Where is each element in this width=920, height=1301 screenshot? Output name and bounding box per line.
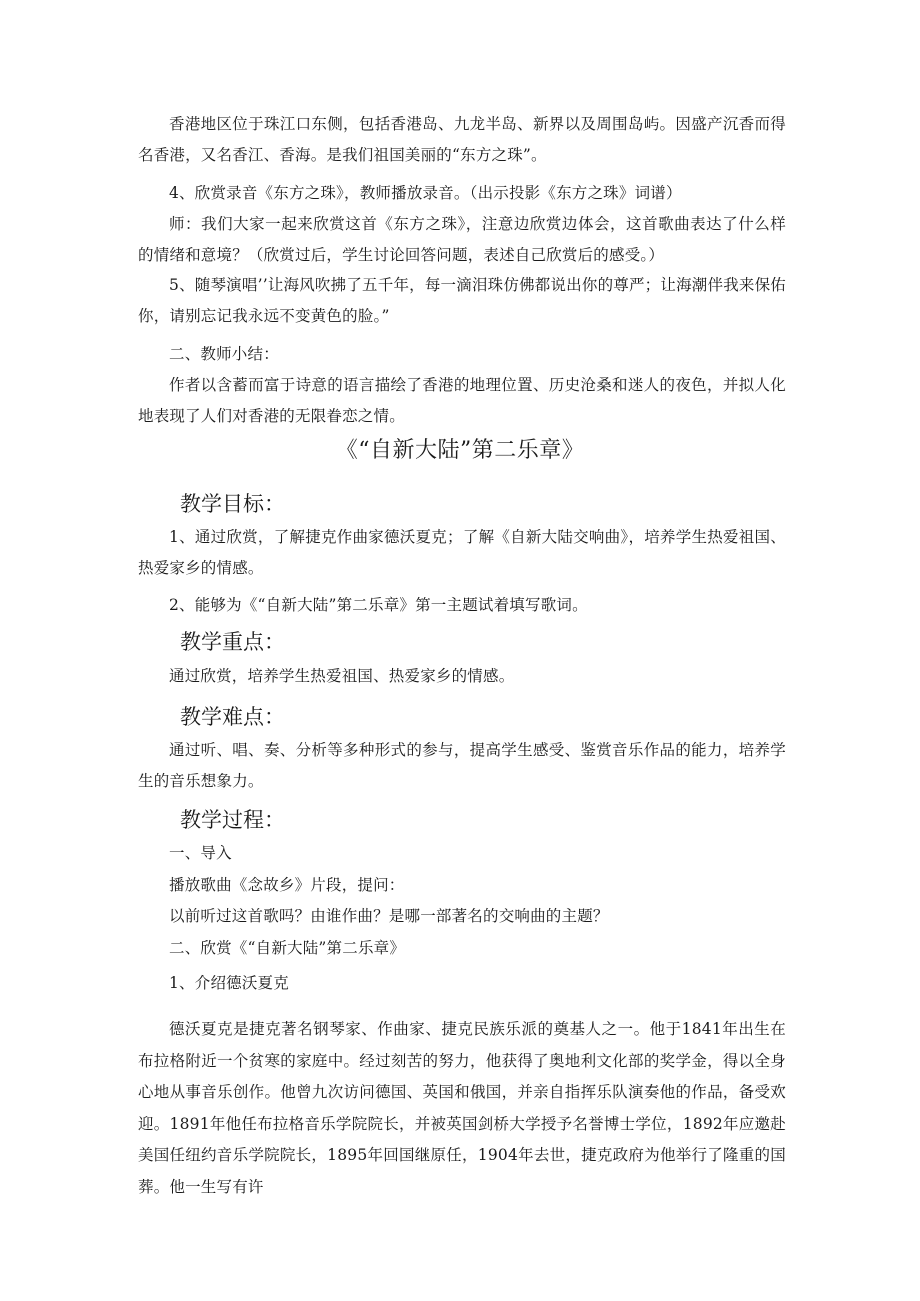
play-song-line: 播放歌曲《念故乡》片段，提问： — [169, 876, 405, 894]
focus-heading: 教学重点： — [180, 630, 285, 654]
step-appreciate-line: 二、欣赏《“自新大陆”第二乐章》 — [169, 939, 406, 957]
difficulty-heading: 教学难点： — [180, 705, 285, 729]
teacher-prompt-paragraph: 师：我们大家一起来欣赏这首《东方之珠》，注意边欣赏边体会，这首歌曲表达了什么样的情绪和意境？（欣赏过后，学生讨论回答问题，表述自己欣赏后的感受。） — [138, 215, 786, 264]
step5-paragraph: 5、随琴演唱’’让海风吹拂了五千年，每一滴泪珠仿佛都说出你的尊严；让海潮伴我来保佑你，请别忘记我永远不变黄色的脸。” — [138, 276, 786, 325]
question-line: 以前听过这首歌吗？由谁作曲？是哪一部著名的交响曲的主题？ — [169, 907, 609, 925]
summary-heading: 二、教师小结： — [169, 345, 279, 363]
summary-paragraph: 作者以含蓄而富于诗意的语言描绘了香港的地理位置、历史沧桑和迷人的夜色，并拟人化地表现了人们对香港的无限眷恋之情。 — [138, 376, 786, 425]
goal-2-line: 2、能够为《“自新大陆”第二乐章》第一主题试着填写歌词。 — [169, 596, 588, 614]
focus-line: 通过欣赏，培养学生热爱祖国、热爱家乡的情感。 — [169, 667, 515, 685]
goal-1-paragraph: 1、通过欣赏，了解捷克作曲家德沃夏克；了解《自新大陆交响曲》，培养学生热爱祖国、热爱家乡的情感。 — [138, 528, 786, 577]
introduce-composer-line: 1、介绍德沃夏克 — [169, 974, 289, 992]
composer-bio-paragraph: 德沃夏克是捷克著名钢琴家、作曲家、捷克民族乐派的奠基人之一。他于1841年出生在布拉格附近一个贫寒的家庭中。经过刻苦的努力，他获得了奥地利文化部的奖学金，得以全身心地从事音乐创作。他曾九次访问德国、英国和俄国，并亲自指挥乐队演奏他的作品，备受欢迎。1891年他任布拉格音乐学院院长，并被英国剑桥大学授予名誉博士学位，1892年应邀赴美国任纽约音乐学院院长，1895年回国继原任，1904年去世，捷克政府为他举行了隆重的国葬。他一生写有许 — [138, 1020, 786, 1196]
step4-line: 4、欣赏录音《东方之珠》，教师播放录音。（出示投影《东方之珠》词谱） — [169, 184, 682, 202]
difficulty-paragraph: 通过听、唱、奏、分析等多种形式的参与，提高学生感受、鉴赏音乐作品的能力，培养学生的音乐想象力。 — [138, 741, 786, 790]
goals-heading: 教学目标： — [180, 492, 285, 516]
process-heading: 教学过程： — [180, 808, 285, 832]
step-intro-line: 一、导入 — [169, 844, 232, 862]
lesson-title: 《“自新大陆”第二乐章》 — [335, 438, 585, 463]
hongkong-intro-paragraph: 香港地区位于珠江口东侧，包括香港岛、九龙半岛、新界以及周围岛屿。因盛产沉香而得名香港，又名香江、香海。是我们祖国美丽的“东方之珠”。 — [138, 115, 786, 164]
